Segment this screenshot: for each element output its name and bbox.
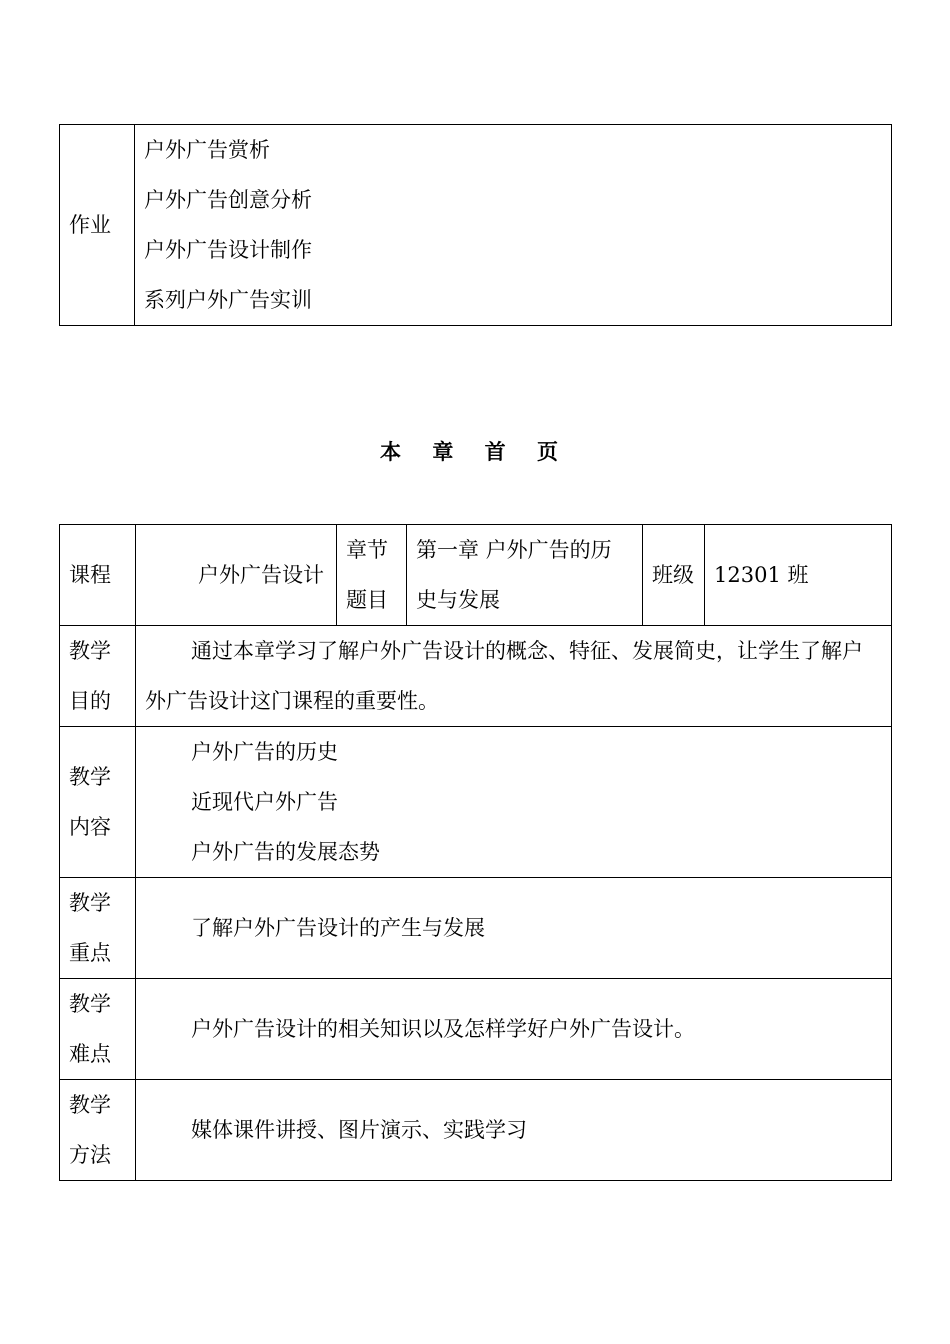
method-label-line: 方法 [69, 1143, 111, 1167]
homework-label: 作业 [60, 125, 135, 326]
section-value [407, 525, 643, 626]
objective-label [60, 626, 136, 727]
table-row [60, 727, 892, 878]
focus-label [60, 878, 136, 979]
content-item: 户外广告的发展态势 [191, 840, 380, 864]
content-label-line: 教学 [69, 765, 111, 789]
content-label-line: 内容 [69, 815, 111, 839]
class-label: 班级 [643, 525, 705, 626]
section-value-line: 史与发展 [416, 588, 500, 612]
difficulty-label-line: 教学 [69, 992, 111, 1016]
difficulty-label [60, 979, 136, 1080]
method-label-line: 教学 [69, 1093, 111, 1117]
table-row [60, 525, 892, 626]
section-label-line: 题目 [346, 588, 388, 612]
homework-item: 户外广告创意分析 [144, 188, 312, 212]
homework-item: 户外广告设计制作 [144, 238, 312, 262]
focus-label-line: 教学 [69, 891, 111, 915]
difficulty-text: 户外广告设计的相关知识以及怎样学好户外广告设计。 [136, 979, 892, 1080]
objective-text: 通过本章学习了解户外广告设计的概念、特征、发展简史，让学生了解户外广告设计这门课程的重要性。 [136, 626, 892, 727]
table-row [60, 878, 892, 979]
difficulty-label-line: 难点 [69, 1042, 111, 1066]
table-row [60, 979, 892, 1080]
focus-label-line: 重点 [69, 941, 111, 965]
homework-item: 系列户外广告实训 [144, 288, 312, 312]
section-label-line: 章节 [346, 538, 388, 562]
content-items [136, 727, 892, 878]
table-row [60, 626, 892, 727]
chapter-page-title: 本 章 首 页 [380, 440, 570, 464]
homework-item: 户外广告赏析 [144, 138, 270, 162]
method-text: 媒体课件讲授、图片演示、实践学习 [136, 1080, 892, 1181]
course-label: 课程 [60, 525, 136, 626]
section-value-line: 第一章 户外广告的历 [416, 538, 612, 562]
objective-label-line: 目的 [69, 689, 111, 713]
table-row [60, 1080, 892, 1181]
focus-text: 了解户外广告设计的产生与发展 [136, 878, 892, 979]
chapter-table [59, 524, 892, 1181]
course-value: 户外广告设计 [136, 525, 337, 626]
class-value: 12301 班 [705, 525, 892, 626]
content-item: 近现代户外广告 [191, 790, 338, 814]
method-label [60, 1080, 136, 1181]
homework-items [135, 125, 892, 326]
objective-label-line: 教学 [69, 639, 111, 663]
content-item: 户外广告的历史 [191, 740, 338, 764]
section-label [337, 525, 407, 626]
content-label [60, 727, 136, 878]
homework-table [59, 124, 892, 326]
